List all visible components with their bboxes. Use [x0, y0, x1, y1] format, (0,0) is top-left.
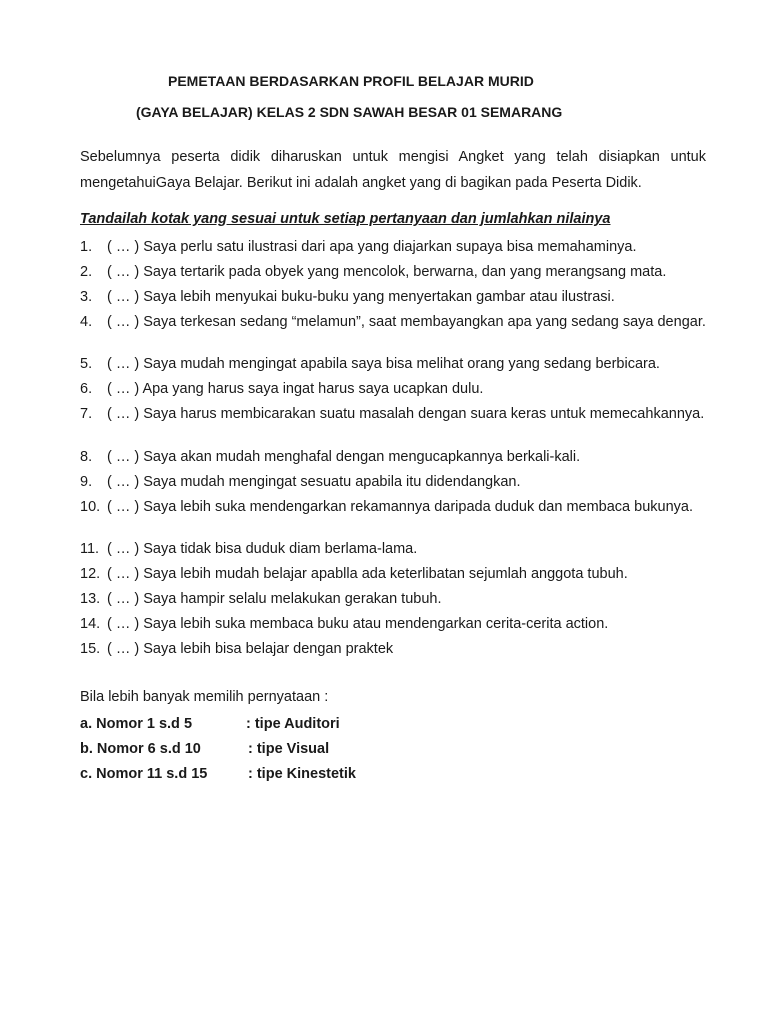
question-item — [80, 380, 707, 398]
question-text: ( … ) Saya tidak bisa duduk diam berlama-lama. — [107, 541, 418, 557]
question-number: 13. — [80, 591, 101, 607]
document-title-line-1: PEMETAAN BERDASARKAN PROFIL BELAJAR MURID — [168, 73, 534, 89]
key-value: : tipe Auditori — [246, 716, 340, 732]
intro-paragraph: Sebelumnya peserta didik diharuskan untuk mengisi Angket yang telah disiapkan untuk mengetahuiGaya Belajar. Berikut ini adalah angket yang di bagikan pada Peserta Didik. — [80, 149, 706, 191]
question-item — [80, 590, 707, 608]
question-text: ( … ) Saya akan mudah menghafal dengan mengucapkannya berkali-kali. — [107, 449, 581, 465]
key-row — [80, 741, 330, 757]
key-row — [80, 716, 340, 732]
question-text: ( … ) Apa yang harus saya ingat harus saya ucapkan dulu. — [107, 381, 484, 397]
question-number: 14. — [80, 616, 101, 632]
key-value: : tipe Visual — [248, 741, 330, 757]
question-number: 7. — [80, 406, 93, 422]
question-number: 1. — [80, 239, 93, 255]
question-text: ( … ) Saya harus membicarakan suatu masalah dengan suara keras untuk memecahkannya. — [107, 406, 705, 422]
question-item — [80, 313, 707, 331]
question-number: 3. — [80, 289, 93, 305]
question-number: 11. — [80, 541, 100, 557]
question-item — [80, 540, 707, 558]
question-number: 15. — [80, 641, 101, 657]
question-number: 12. — [80, 566, 101, 582]
question-text: ( … ) Saya mudah mengingat sesuatu apabila itu didendangkan. — [107, 474, 521, 490]
question-text: ( … ) Saya mudah mengingat apabila saya bisa melihat orang yang sedang berbicara. — [107, 356, 660, 372]
question-item — [80, 640, 707, 658]
question-text: ( … ) Saya hampir selalu melakukan gerakan tubuh. — [107, 591, 442, 607]
question-item — [80, 355, 707, 373]
question-text: ( … ) Saya lebih bisa belajar dengan praktek — [107, 641, 394, 657]
document-title-line-2: (GAYA BELAJAR) KELAS 2 SDN SAWAH BESAR 01 SEMARANG — [136, 104, 563, 120]
question-item — [80, 405, 707, 423]
summary-note: Bila lebih banyak memilih pernyataan : — [80, 689, 329, 705]
key-value: : tipe Kinestetik — [248, 766, 356, 782]
question-item — [80, 615, 707, 633]
question-number: 4. — [80, 314, 93, 330]
key-row — [80, 766, 356, 782]
question-item — [80, 263, 707, 281]
question-text: ( … ) Saya lebih menyukai buku-buku yang menyertakan gambar atau ilustrasi. — [107, 289, 615, 305]
key-label: b. Nomor 6 s.d 10 — [80, 741, 201, 757]
question-text: ( … ) Saya perlu satu ilustrasi dari apa yang diajarkan supaya bisa memahaminya. — [107, 239, 637, 255]
question-number: 9. — [80, 474, 93, 490]
question-item — [80, 498, 707, 516]
question-number: 10. — [80, 499, 101, 515]
question-item — [80, 288, 707, 306]
key-label: c. Nomor 11 s.d 15 — [80, 766, 208, 782]
question-item — [80, 238, 707, 256]
question-number: 8. — [80, 449, 93, 465]
question-item — [80, 473, 707, 491]
question-text: ( … ) Saya lebih mudah belajar apablla ada keterlibatan sejumlah anggota tubuh. — [107, 566, 628, 582]
question-item — [80, 448, 707, 466]
key-label: a. Nomor 1 s.d 5 — [80, 716, 193, 732]
question-text: ( … ) Saya terkesan sedang “melamun”, saat membayangkan apa yang sedang saya dengar. — [107, 314, 706, 330]
question-text: ( … ) Saya tertarik pada obyek yang mencolok, berwarna, dan yang merangsang mata. — [107, 264, 667, 280]
question-text: ( … ) Saya lebih suka mendengarkan rekamannya daripada duduk dan membaca bukunya. — [107, 499, 693, 515]
question-text: ( … ) Saya lebih suka membaca buku atau mendengarkan cerita-cerita action. — [107, 616, 609, 632]
question-number: 5. — [80, 356, 93, 372]
question-item — [80, 565, 707, 583]
instruction-heading: Tandailah kotak yang sesuai untuk setiap pertanyaan dan jumlahkan nilainya — [80, 211, 611, 227]
question-number: 2. — [80, 264, 93, 280]
question-number: 6. — [80, 381, 93, 397]
